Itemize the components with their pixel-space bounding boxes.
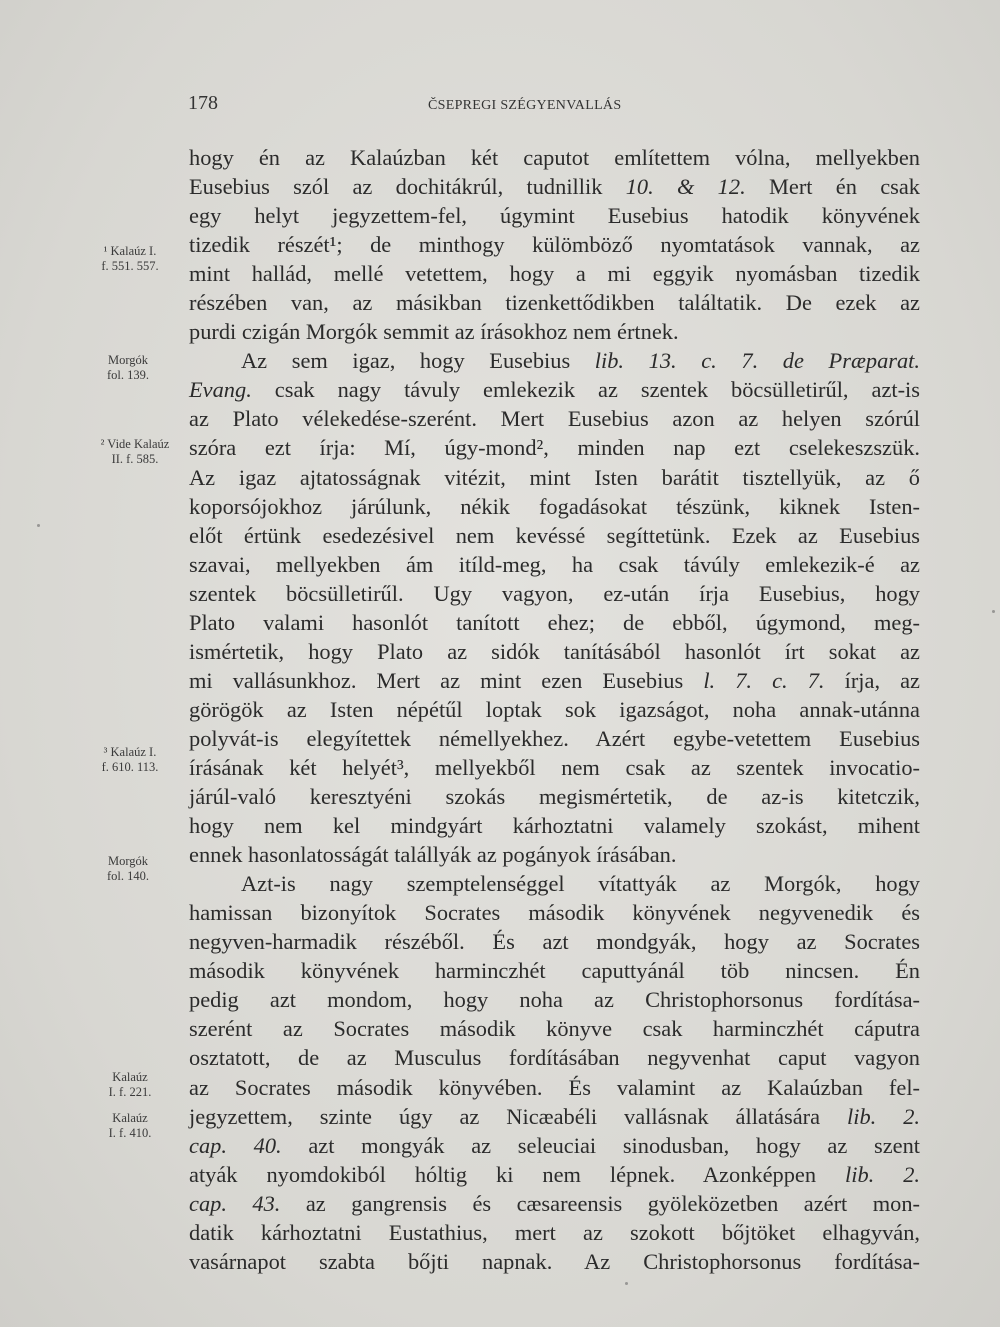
text-segment: polyvát-is elegyítettek némellyekhez. Azért egybe-vetettem Eusebius bbox=[189, 725, 920, 751]
text-line bbox=[189, 1073, 920, 1102]
italic-reference: Evang. bbox=[189, 377, 252, 403]
text-segment: pedig azt mondom, hogy noha az Christophorsonus fordítása- bbox=[189, 987, 920, 1013]
text-segment: ismértetik, hogy Plato az sidók tanításából hasonlót írt sokat az bbox=[189, 638, 920, 664]
italic-reference: cap. 40. bbox=[189, 1132, 282, 1158]
text-line bbox=[189, 985, 920, 1014]
text-line bbox=[189, 811, 920, 840]
italic-reference: 10. & 12. bbox=[625, 174, 746, 200]
text-segment: szavai, mellyekben ám itíld-meg, ha csak távúly emlekezik-é az bbox=[189, 551, 920, 577]
text-line bbox=[189, 1160, 920, 1189]
margin-note-line: Kalaúz bbox=[112, 1111, 148, 1125]
text-line bbox=[189, 1247, 920, 1276]
text-segment: egy helyt jegyzettem-fel, úgymint Eusebius hatodik könyvének bbox=[189, 203, 920, 229]
text-segment: mi vallásunkhoz. Mert az mint ezen Eusebius bbox=[189, 667, 704, 693]
margin-note-line: f. 610. 113. bbox=[101, 760, 159, 774]
text-line bbox=[189, 869, 920, 898]
margin-note-line: I. f. 410. bbox=[108, 1126, 152, 1140]
text-segment: részében van, az másikban tizenkettődikben találtatik. De ezek az bbox=[189, 290, 920, 316]
text-segment: azt mongyák az seleuciai sinodusban, hogy az szent bbox=[281, 1132, 920, 1158]
text-segment: szóra ezt írja: Mí, úgy-mond², minden nap ezt cselekeszszük. bbox=[189, 435, 920, 461]
text-line bbox=[189, 608, 920, 637]
text-line bbox=[189, 375, 920, 404]
text-segment: járúl-való keresztyéni szokás megismértetik, de az-is kitetczik, bbox=[189, 784, 920, 810]
margin-note-line: Morgók bbox=[107, 854, 149, 868]
text-segment: hogy én az Kalaúzban két caputot említettem vólna, mellyekben bbox=[189, 145, 920, 170]
text-line bbox=[189, 143, 920, 172]
text-line bbox=[189, 927, 920, 956]
text-segment: Az sem igaz, hogy Eusebius bbox=[241, 348, 595, 374]
text-segment: hogy nem kel mindgyárt kárhoztatni valamely szokást, mihent bbox=[189, 813, 920, 839]
margin-note bbox=[80, 745, 180, 775]
margin-note-line: f. 551. 557. bbox=[101, 259, 159, 273]
text-segment: szentek böcsülletirűl. Ugy vagyon, ez-után írja Eusebius, hogy bbox=[189, 580, 920, 606]
text-line bbox=[189, 1043, 920, 1072]
text-line bbox=[189, 492, 920, 521]
text-segment: előt értünk esedezésivel nem kevéssé segíttetünk. Ezek az Eusebius bbox=[189, 522, 920, 548]
margin-note bbox=[90, 1070, 170, 1100]
running-title: ČSEPREGI SZÉGYENVALLÁS bbox=[428, 98, 622, 113]
text-segment: tizedik részét¹; de minthogy külömböző nyomtatások vannak, az bbox=[189, 232, 920, 258]
italic-reference: cap. 43. bbox=[189, 1190, 281, 1216]
margin-note bbox=[88, 353, 168, 383]
text-line bbox=[189, 695, 920, 724]
margin-note-line: Kalaúz bbox=[112, 1070, 148, 1084]
text-segment: purdi czigán Morgók semmit az írásokhoz nem értnek. bbox=[189, 319, 679, 345]
text-segment: az gangrensis és cæsareensis gyöleközetben azért mon- bbox=[280, 1190, 920, 1216]
page-number: 178 bbox=[188, 92, 218, 114]
text-line bbox=[189, 840, 920, 869]
text-segment: datik kárhoztatni Eustathius, mert az szokott bőjtöket elhagyván, bbox=[189, 1219, 920, 1245]
paper-speck bbox=[992, 610, 995, 613]
margin-note-line: ² Vide Kalaúz bbox=[100, 437, 170, 451]
text-line bbox=[189, 550, 920, 579]
text-line bbox=[189, 404, 920, 433]
text-line bbox=[189, 230, 920, 259]
text-segment: szerént az Socrates második könyve csak harminczhét cáputra bbox=[189, 1016, 920, 1042]
text-line bbox=[189, 666, 920, 695]
text-segment: jegyzettem, szinte úgy az Nicæabéli vallásnak állatására bbox=[189, 1103, 848, 1129]
italic-reference: lib. 13. c. 7. de Præparat. bbox=[594, 348, 920, 374]
text-line bbox=[189, 1014, 920, 1043]
text-segment: atyák nyomdokiból hóltig ki nem lépnek. Azonképpen bbox=[189, 1161, 845, 1187]
text-line bbox=[189, 637, 920, 666]
text-line bbox=[189, 463, 920, 492]
text-line bbox=[189, 782, 920, 811]
margin-note-line: I. f. 221. bbox=[108, 1085, 152, 1099]
text-segment: ennek hasonlatosságát talállyák az pogányok írásában. bbox=[189, 842, 677, 868]
margin-note bbox=[88, 854, 168, 884]
margin-note-line: Morgók bbox=[107, 353, 149, 367]
text-line bbox=[189, 1218, 920, 1247]
text-line bbox=[189, 956, 920, 985]
page-header bbox=[0, 92, 1000, 122]
text-segment: koporsójokhoz járúlunk, nékik fogadásokat tészünk, kiknek Isten- bbox=[189, 493, 920, 519]
body-text bbox=[189, 143, 920, 1276]
italic-reference: l. 7. c. 7. bbox=[703, 667, 825, 693]
text-segment: görögök az Isten népétűl loptak sok igazságot, noha annak-utánna bbox=[189, 696, 920, 722]
margin-note-line: fol. 139. bbox=[106, 368, 149, 382]
margin-note bbox=[80, 244, 180, 274]
text-segment: Mert én csak bbox=[745, 174, 920, 200]
margin-note-line: ³ Kalaúz I. bbox=[103, 745, 157, 759]
text-line bbox=[189, 346, 920, 375]
text-line bbox=[189, 433, 920, 462]
text-segment: vasárnapot szabta bőjti napnak. Az Christophorsonus fordítása- bbox=[189, 1248, 920, 1274]
text-segment: csak nagy távuly emlekezik az szentek böcsülletirűl, azt-is bbox=[251, 377, 920, 403]
text-line bbox=[189, 317, 920, 346]
text-segment: Eusebius szól az dochitákrúl, tudnillik bbox=[189, 174, 626, 200]
text-line bbox=[189, 1102, 920, 1131]
text-segment: Azt-is nagy szemptelenséggel vítattyák az Morgók, hogy bbox=[241, 871, 920, 897]
text-line bbox=[189, 724, 920, 753]
text-line bbox=[189, 288, 920, 317]
margin-note bbox=[90, 1111, 170, 1141]
text-segment: mint hallád, mellé vetettem, hogy a mi eggyik nyomásban tizedik bbox=[189, 261, 920, 287]
text-line bbox=[189, 172, 920, 201]
text-line bbox=[189, 201, 920, 230]
italic-reference: lib. 2. bbox=[847, 1103, 920, 1129]
text-line bbox=[189, 898, 920, 927]
italic-reference: lib. 2. bbox=[845, 1161, 920, 1187]
margin-note-line: ¹ Kalaúz I. bbox=[103, 244, 157, 258]
text-segment: hamissan bizonyítok Socrates második könyvének negyvenedik és bbox=[189, 900, 920, 926]
text-line bbox=[189, 753, 920, 782]
text-line bbox=[189, 579, 920, 608]
margin-note-line: fol. 140. bbox=[106, 869, 149, 883]
text-line bbox=[189, 521, 920, 550]
text-segment: Az igaz ajtatosságnak vitézit, mint Isten barátit tisztellyük, az ő bbox=[189, 464, 920, 490]
text-segment: az Plato vélekedése-szerént. Mert Eusebius azon az helyen szórúl bbox=[189, 406, 920, 432]
text-segment: írja, az bbox=[824, 667, 920, 693]
paper-speck bbox=[625, 1282, 628, 1285]
text-segment: osztatott, de az Musculus fordításában negyvenhat caput vagyon bbox=[189, 1045, 920, 1071]
text-segment: negyven-harmadik részéből. És azt mondgyák, hogy az Socrates bbox=[189, 929, 920, 955]
text-segment: második könyvének harminczhét caputtyánál töb nincsen. Én bbox=[189, 958, 920, 984]
text-segment: az Socrates második könyvében. És valamint az Kalaúzban fel- bbox=[189, 1074, 920, 1100]
margin-note bbox=[80, 437, 190, 467]
text-segment: írásának két helyét³, mellyekből nem csak az szentek invocatio- bbox=[189, 754, 920, 780]
text-line bbox=[189, 1131, 920, 1160]
margin-note-line: II. f. 585. bbox=[111, 452, 159, 466]
text-segment: Plato valami hasonlót tanított ehez; de ebből, úgymond, meg- bbox=[189, 609, 920, 635]
text-line bbox=[189, 1189, 920, 1218]
paper-speck bbox=[37, 524, 40, 527]
text-line bbox=[189, 259, 920, 288]
